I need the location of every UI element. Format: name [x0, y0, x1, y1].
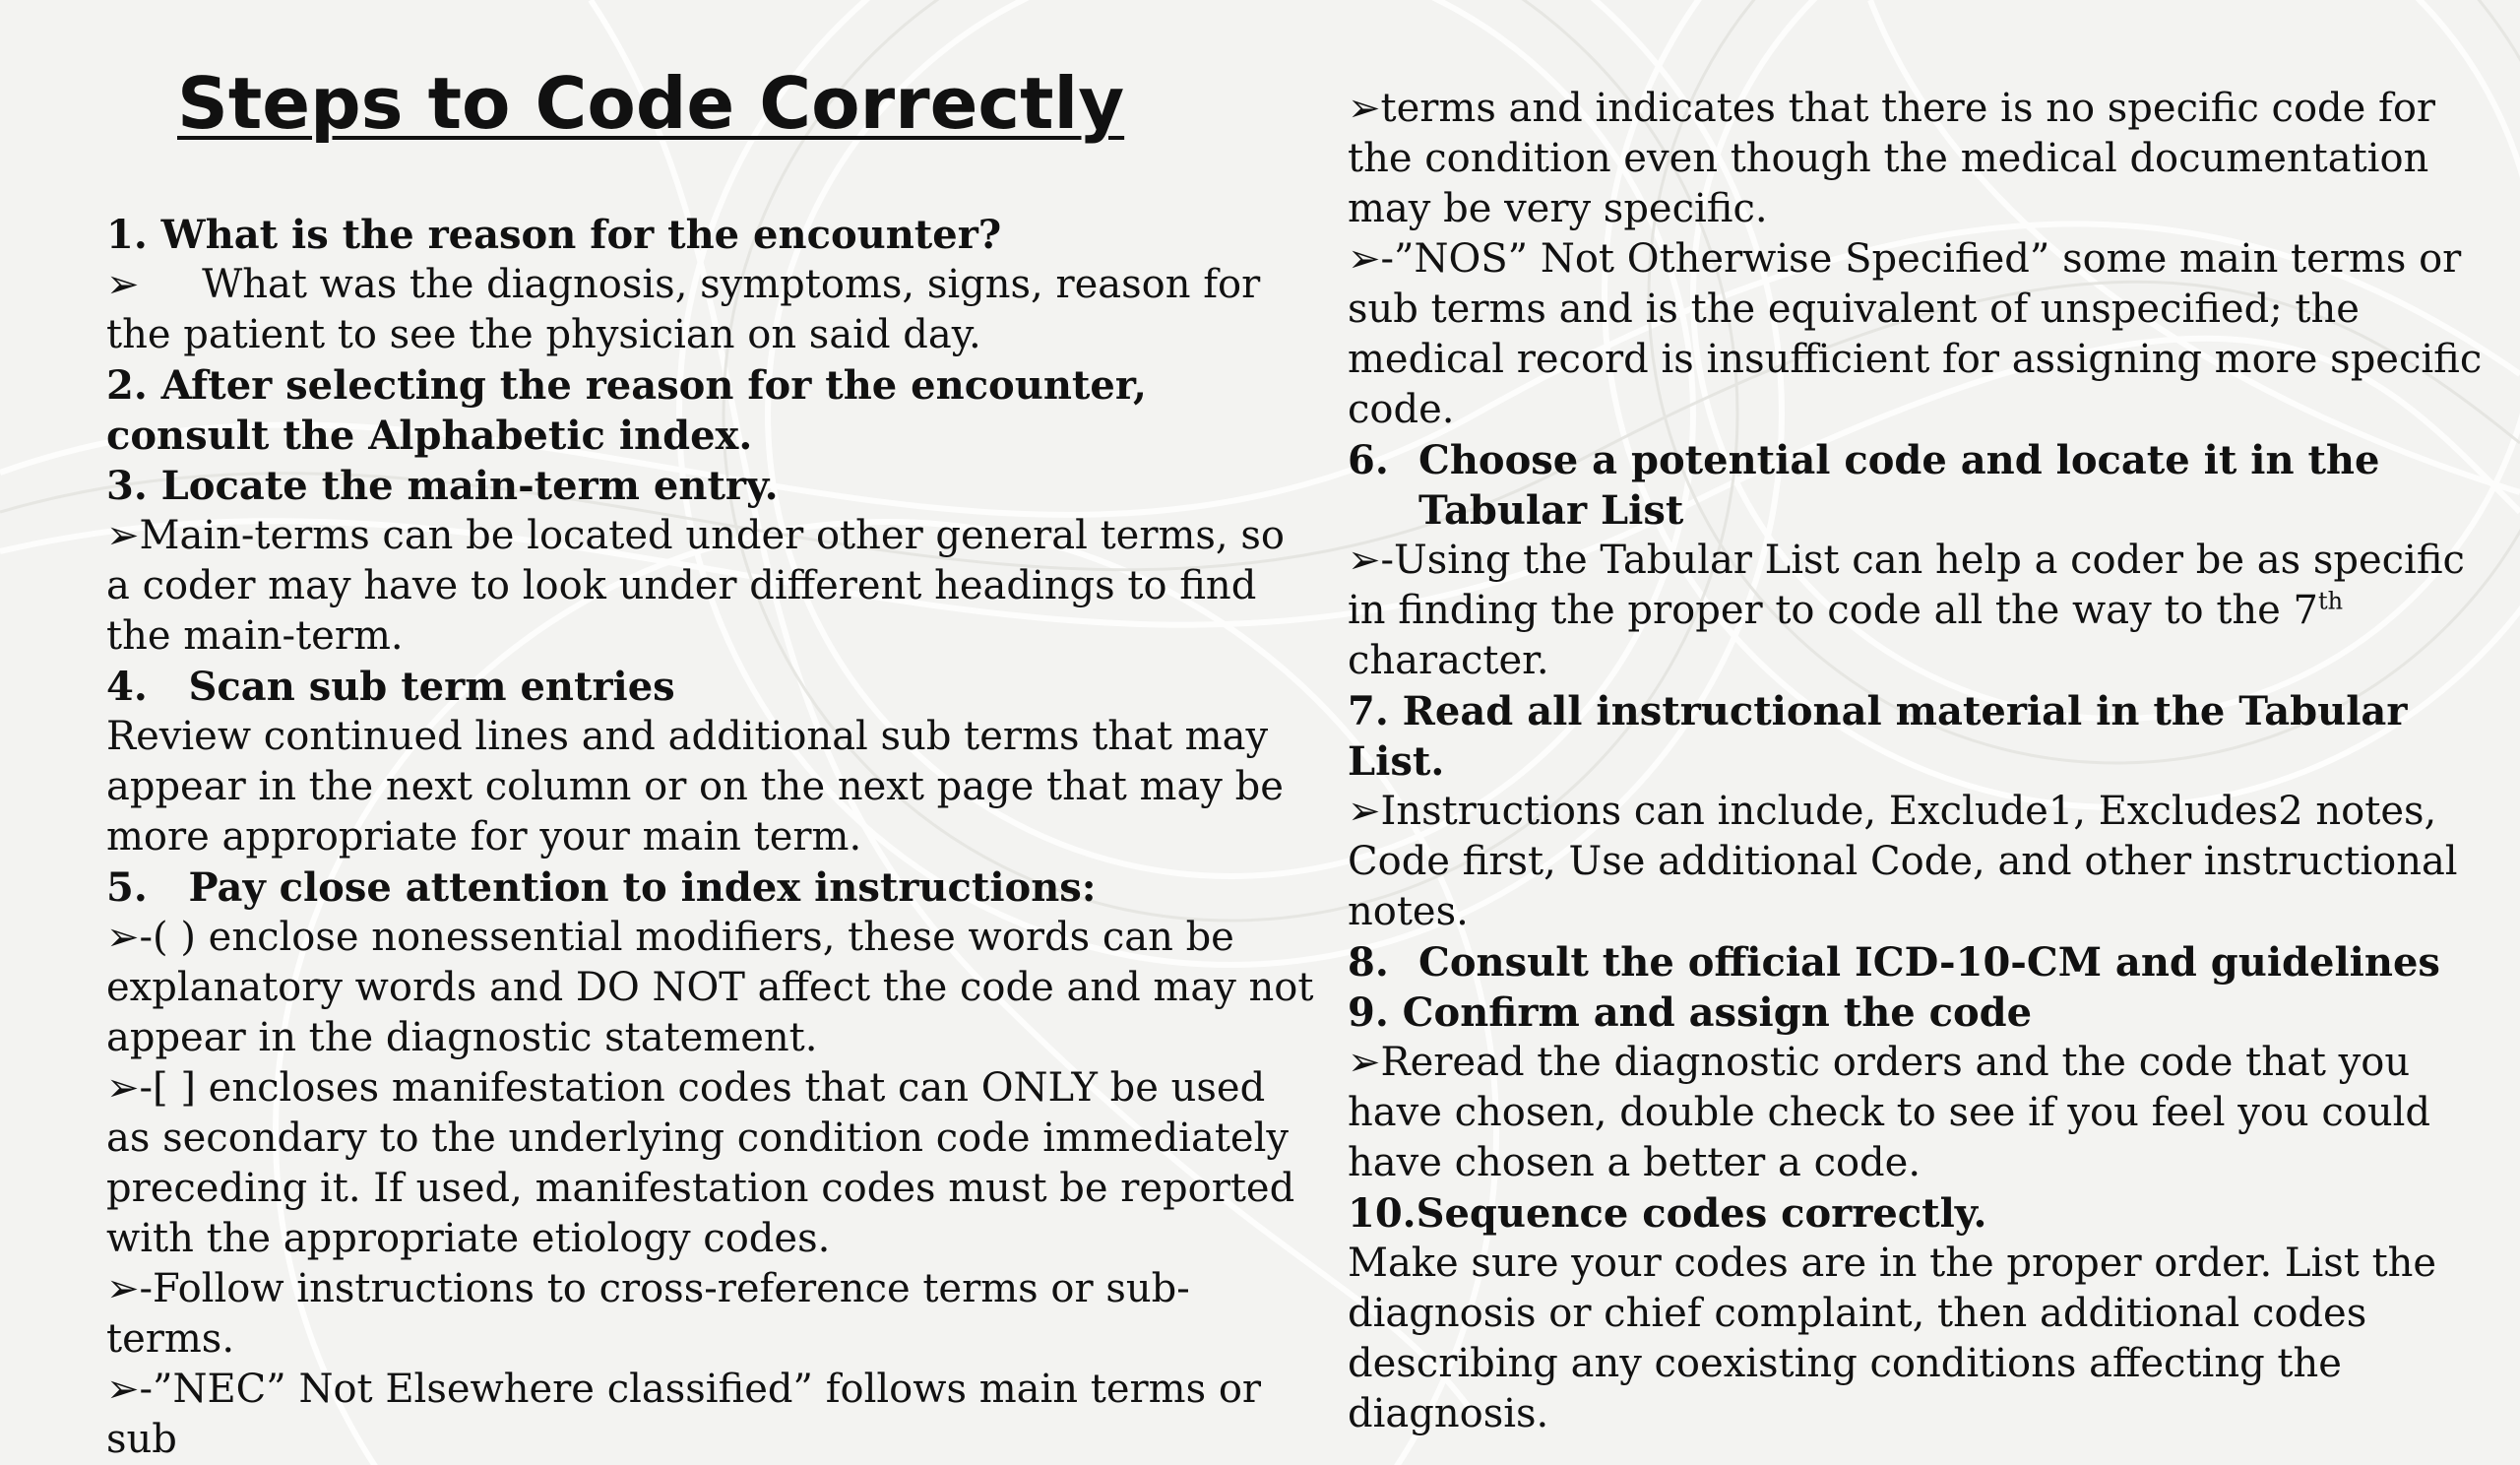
step-2-heading: 2. After selecting the reason for the encounter, consult the Alphabetic index. [106, 362, 1147, 459]
page-title: Steps to Code Correctly [177, 62, 1125, 145]
step-7-text: ➢Instructions can include, Exclude1, Excludes2 notes, Code first, Use additional Code, and other instructional notes. [1348, 789, 2458, 934]
step-9-heading: 9. Confirm and assign the code [1348, 989, 2033, 1036]
arrow-bullet-icon: ➢ [1348, 1040, 1381, 1085]
left-column [106, 210, 1317, 1465]
nec-continuation-text: ➢terms and indicates that there is no specific code for the condition even though the medical documentation may be very specific. [1348, 86, 2436, 231]
arrow-bullet-icon: ➢ [1348, 236, 1381, 282]
arrow-bullet-icon: ➢ [1348, 86, 1381, 131]
arrow-bullet-icon: ➢ [106, 1367, 140, 1412]
step-3-text: ➢Main-terms can be located under other general terms, so a coder may have to look under different headings to find the main-term. [106, 513, 1285, 659]
arrow-bullet-icon: ➢ [106, 262, 140, 307]
step-3-heading: 3. Locate the main-term entry. [106, 463, 779, 509]
step-5-bullet-parentheses: ➢-( ) enclose nonessential modifiers, these words can be explanatory words and DO NOT affect the code and may not appear in the diagnostic statement. [106, 915, 1314, 1060]
arrow-bullet-icon: ➢ [106, 513, 140, 558]
step-4-text: Review continued lines and additional sub terms that may appear in the next column or on the next page that may be more appropriate for your main term. [106, 714, 1284, 860]
step-4-heading: 4. Scan sub term entries [106, 664, 675, 710]
arrow-bullet-icon: ➢ [106, 1266, 140, 1311]
right-column [1348, 84, 2499, 1439]
arrow-bullet-icon: ➢ [1348, 789, 1381, 834]
nos-bullet: ➢-”NOS” Not Otherwise Specified” some main terms or sub terms and is the equivalent of unspecified; the medical record is insufficient for assigning more specific code. [1348, 236, 2483, 432]
step-5-bullet-brackets: ➢-[ ] encloses manifestation codes that can ONLY be used as secondary to the underlying condition code immediately preceding it. If used, manifestation codes must be reported with the appropriate etiology codes. [106, 1065, 1295, 1261]
arrow-bullet-icon: ➢ [1348, 538, 1381, 583]
step-1-text: ➢ What was the diagnosis, symptoms, signs, reason for the patient to see the physician on said day. [106, 262, 1273, 357]
step-5-bullet-cross-reference: ➢-Follow instructions to cross-reference terms or sub-terms. [106, 1266, 1190, 1362]
step-9-text: ➢Reread the diagnostic orders and the code that you have chosen, double check to see if you feel you could have chosen a better a code. [1348, 1040, 2431, 1185]
step-10-heading: 10.Sequence codes correctly. [1348, 1190, 1987, 1237]
step-6-text: ➢-Using the Tabular List can help a coder be as specific in finding the proper to code all the way to the 7th character. [1348, 538, 2465, 683]
step-6-heading: 6. Choose a potential code and locate it in the Tabular List [1348, 437, 2380, 534]
step-1-heading: 1. What is the reason for the encounter? [106, 212, 1002, 258]
step-5-heading: 5. Pay close attention to index instructions: [106, 864, 1097, 911]
step-5-bullet-nec: ➢-”NEC” Not Elsewhere classified” follows main terms or sub [106, 1367, 1262, 1462]
step-8-heading: 8. Consult the official ICD-10-CM and guidelines [1348, 939, 2440, 986]
step-10-text: Make sure your codes are in the proper order. List the diagnosis or chief complaint, then additional codes describing any coexisting conditions affecting the diagnosis. [1348, 1241, 2437, 1436]
step-7-heading: 7. Read all instructional material in the Tabular List. [1348, 688, 2408, 785]
arrow-bullet-icon: ➢ [106, 915, 140, 960]
arrow-bullet-icon: ➢ [106, 1065, 140, 1111]
